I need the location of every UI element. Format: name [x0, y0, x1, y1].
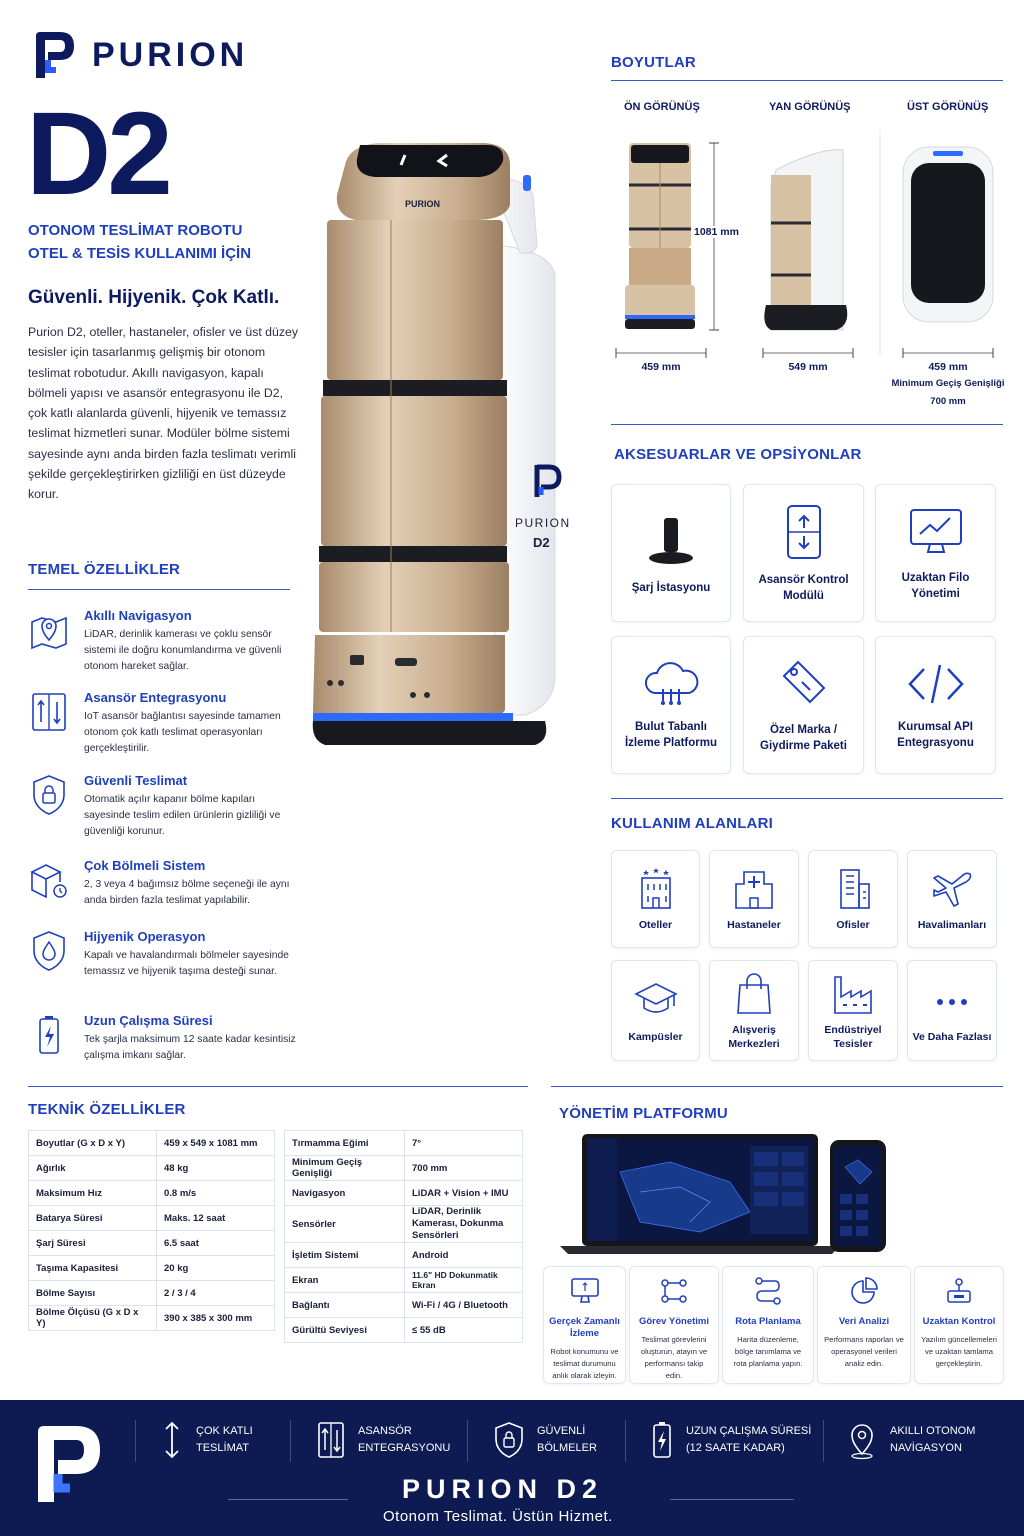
shield-lock-icon	[493, 1420, 525, 1460]
platform-card-text: Teslimat görevlerini oluşturun, atayın ve performansı takip edin.	[640, 1335, 708, 1380]
footer-item	[846, 1420, 990, 1460]
table-row	[285, 1156, 523, 1181]
hotel-icon	[632, 866, 680, 910]
brand-logo	[32, 30, 248, 80]
platform-card-title: Görev Yönetimi	[638, 1316, 710, 1327]
usage-label: Alışveriş Merkezleri	[728, 1023, 780, 1050]
feature-title: Güvenli Teslimat	[84, 773, 188, 788]
accessory-label: Asansör Kontrol Modülü	[758, 574, 849, 602]
feature-item	[28, 690, 303, 757]
pie-chart-icon	[849, 1277, 879, 1305]
platform-card	[914, 1266, 1004, 1384]
footer-divider	[823, 1420, 824, 1462]
robot-top-brand: PURION	[405, 199, 441, 209]
spec-key: Ağırlık	[29, 1156, 157, 1181]
table-row	[29, 1256, 275, 1281]
footer-divider	[467, 1420, 468, 1462]
table-row	[29, 1156, 275, 1181]
accessory-label: Özel Marka / Giydirme Paketi	[760, 724, 847, 752]
factory-icon	[829, 971, 877, 1015]
usage-label: Oteller	[638, 919, 673, 931]
map-pin-icon	[846, 1420, 878, 1460]
usage-card	[709, 850, 799, 948]
table-row	[285, 1243, 523, 1268]
usage-label: Ofisler	[836, 919, 870, 931]
spec-value: LiDAR + Vision + IMU	[405, 1181, 523, 1206]
view-label-front: ÖN GÖRÜNÜŞ	[624, 101, 700, 113]
table-row	[285, 1206, 523, 1243]
remote-control-icon	[944, 1277, 974, 1305]
spec-key: Gürültü Seviyesi	[285, 1318, 405, 1343]
feature-item	[28, 773, 303, 840]
accessory-card	[743, 636, 864, 774]
accessory-card	[875, 484, 996, 622]
accessory-label: Uzaktan Filo Yönetimi	[901, 572, 970, 600]
usage-card	[907, 850, 997, 948]
feature-item	[28, 858, 303, 909]
purion-logo-icon	[32, 30, 78, 80]
tag-icon	[776, 656, 832, 712]
spec-key: Ekran	[285, 1268, 405, 1293]
spec-key: Bölme Sayısı	[29, 1281, 157, 1306]
robot-side-brand: PURION	[515, 516, 571, 530]
usage-card	[808, 850, 898, 948]
platform-card-text: Performans raporları ve operasyonel verileri analiz edin.	[824, 1335, 904, 1368]
dimensions-rule	[611, 80, 1003, 81]
features-rule	[28, 589, 290, 590]
footer-divider	[625, 1420, 626, 1462]
hospital-icon	[730, 866, 778, 910]
table-row	[285, 1181, 523, 1206]
usage-card	[709, 960, 799, 1061]
dimensions-title: BOYUTLAR	[611, 54, 696, 71]
spec-key: Sensörler	[285, 1206, 405, 1243]
usage-label: Endüstriyel Tesisler	[824, 1023, 882, 1050]
accessory-label: Bulut Tabanlı İzleme Platformu	[624, 721, 718, 749]
spec-key: Taşıma Kapasitesi	[29, 1256, 157, 1281]
footer-logo-icon	[32, 1422, 106, 1504]
platform-card	[722, 1266, 814, 1384]
accessories-rule	[611, 798, 1003, 799]
footer-item	[650, 1420, 816, 1460]
footer-item	[316, 1420, 454, 1460]
charging-dock-icon	[641, 510, 701, 570]
platform-card-title: Gerçek Zamanlı İzleme	[549, 1316, 620, 1339]
specs-title: TEKNİK ÖZELLİKLER	[28, 1101, 186, 1118]
table-row	[29, 1231, 275, 1256]
front-width-value: 459 mm	[641, 361, 681, 373]
subtitle-line-2: OTEL & TESİS KULLANIMI İÇİN	[28, 245, 252, 262]
spec-value: 20 kg	[157, 1256, 275, 1281]
spec-value: Android	[405, 1243, 523, 1268]
spec-key: Şarj Süresi	[29, 1231, 157, 1256]
feature-title: Asansör Entegrasyonu	[84, 690, 227, 705]
spec-value: 48 kg	[157, 1156, 275, 1181]
graduation-cap-icon	[632, 978, 680, 1022]
features-title: TEMEL ÖZELLİKLER	[28, 561, 181, 578]
feature-text: LiDAR, derinlik kamerası ve çoklu sensör sistemi ile doğru konumlandırma ve güvenli otonom hareket sağlar.	[84, 629, 282, 672]
office-icon	[829, 866, 877, 910]
specs-table-left	[28, 1130, 275, 1331]
box-icon	[28, 858, 70, 902]
view-label-top: ÜST GÖRÜNÜŞ	[907, 101, 989, 113]
feature-title: Çok Bölmeli Sistem	[84, 858, 206, 873]
spec-value: 7°	[405, 1131, 523, 1156]
battery-icon	[650, 1420, 674, 1460]
spec-key: Minimum Geçiş Genişliği	[285, 1156, 405, 1181]
feature-item	[28, 608, 303, 675]
tagline: Güvenli. Hijyenik. Çok Katlı.	[28, 287, 280, 308]
platform-card-title: Uzaktan Kontrol	[922, 1316, 996, 1327]
spec-value: 6.5 saat	[157, 1231, 275, 1256]
feature-text: 2, 3 veya 4 bağımsız bölme seçeneği ile aynı anda birden fazla teslimat yapılabilir.	[84, 879, 290, 906]
table-row	[285, 1293, 523, 1318]
accessory-card	[611, 484, 731, 622]
accessory-card	[611, 636, 731, 774]
spec-key: Bağlantı	[285, 1293, 405, 1318]
spec-value: 2 / 3 / 4	[157, 1281, 275, 1306]
spec-value: 0.8 m/s	[157, 1181, 275, 1206]
monitor-chart-icon	[906, 504, 966, 560]
table-row	[29, 1306, 275, 1331]
code-icon	[906, 659, 966, 709]
view-label-side: YAN GÖRÜNÜŞ	[769, 101, 851, 113]
spec-key: İşletim Sistemi	[285, 1243, 405, 1268]
platform-top-rule	[551, 1086, 1003, 1087]
feature-item	[28, 1013, 303, 1064]
table-row	[285, 1318, 523, 1343]
table-row	[29, 1131, 275, 1156]
footer-item	[160, 1420, 266, 1460]
spec-value: 11.6" HD Dokunmatik Ekran	[405, 1268, 523, 1293]
table-row	[29, 1181, 275, 1206]
footer-line-right	[670, 1499, 794, 1500]
cloud-icon	[641, 659, 701, 709]
accessory-label: Şarj İstasyonu	[631, 582, 711, 594]
dimensions-bottom-rule	[611, 424, 1003, 425]
dimension-drawings	[611, 125, 1011, 365]
footer-slogan: Otonom Teslimat. Üstün Hizmet.	[383, 1508, 613, 1525]
shopping-bag-icon	[730, 971, 778, 1015]
side-depth-value: 549 mm	[788, 361, 828, 373]
footer-item-label: ASANSÖR ENTEGRASYONU	[358, 1425, 451, 1454]
feature-title: Hijyenik Operasyon	[84, 929, 206, 944]
platform-card-title: Veri Analizi	[838, 1316, 890, 1327]
platform-card-text: Harita düzenleme, bölge tanımlama ve rota planlama yapın.	[733, 1335, 803, 1368]
feature-text: Tek şarjla maksimum 12 saate kadar kesintisiz çalışma imkanı sağlar.	[84, 1034, 296, 1061]
more-icon	[928, 978, 976, 1022]
spec-key: Maksimum Hız	[29, 1181, 157, 1206]
battery-icon	[28, 1013, 70, 1057]
feature-item	[28, 929, 303, 980]
footer-item-label: GÜVENLİ BÖLMELER	[537, 1425, 597, 1454]
lock-shield-icon	[28, 773, 70, 817]
usage-label: Havalimanları	[917, 919, 987, 931]
footer-brand: PURION D2	[402, 1474, 604, 1504]
usage-label: Ve Daha Fazlası	[912, 1030, 992, 1043]
spec-value: LiDAR, Derinlik Kamerası, Dokunma Sensörleri	[405, 1206, 523, 1243]
min-pass-label: Minimum Geçiş Genişliği	[891, 378, 1005, 389]
platform-title: YÖNETİM PLATFORMU	[559, 1105, 728, 1122]
min-pass-value: 700 mm	[930, 396, 966, 407]
route-icon	[753, 1277, 783, 1305]
height-value: 1081 mm	[694, 226, 739, 238]
spec-key: Batarya Süresi	[29, 1206, 157, 1231]
usage-label: Hastaneler	[727, 919, 781, 931]
spec-value: 459 x 549 x 1081 mm	[157, 1131, 275, 1156]
platform-card-title: Rota Planlama	[735, 1316, 801, 1327]
spec-key: Bölme Ölçüsü (G x D x Y)	[29, 1306, 157, 1331]
intro-paragraph: Purion D2, oteller, hastaneler, ofisler ve üst düzey tesisler için tasarlanmış gelişmiş bir otonom teslimat robotudur. Akıllı navigasyon, kapalı bölmeli yapısı ve asansör entegrasyonu ile D2, çok katlı alanlarda güvenli, hijyenik ve temassız teslimat hizmetleri sunar. Modüler bölme sistemi sayesinde aynı anda birden fazla teslimatı verimli şekilde gerçekleştirirken gizliliği en üst düzeyde korur.	[28, 325, 298, 502]
table-row	[29, 1281, 275, 1306]
footer-item	[493, 1420, 603, 1460]
usage-card	[808, 960, 898, 1061]
footer-divider	[290, 1420, 291, 1462]
platform-card	[629, 1266, 719, 1384]
feature-title: Uzun Çalışma Süresi	[84, 1013, 213, 1028]
spec-key: Boyutlar (G x D x Y)	[29, 1131, 157, 1156]
platform-card-text: Yazılım güncellemeleri ve uzaktan tamlama gerçekleştirin.	[921, 1335, 997, 1368]
elevator-icon	[316, 1420, 346, 1460]
footer-divider	[135, 1420, 136, 1462]
platform-card	[817, 1266, 911, 1384]
table-row	[29, 1206, 275, 1231]
accessories-title: AKSESUARLAR VE OPSİYONLAR	[614, 446, 862, 463]
drop-shield-icon	[28, 929, 70, 973]
model-name: D2	[26, 88, 169, 220]
usage-card	[611, 960, 700, 1061]
spec-value: ≤ 55 dB	[405, 1318, 523, 1343]
task-icon	[659, 1277, 689, 1305]
usage-title: KULLANIM ALANLARI	[611, 815, 773, 832]
usage-label: Kampüsler	[628, 1030, 683, 1043]
elevator-module-icon	[782, 502, 826, 562]
robot-side-model: D2	[533, 535, 550, 550]
table-row	[285, 1268, 523, 1293]
feature-title: Akıllı Navigasyon	[84, 608, 192, 623]
brand-name: PURION	[92, 35, 249, 74]
footer-item-label: ÇOK KATLI TESLİMAT	[196, 1425, 253, 1454]
accessory-card	[875, 636, 996, 774]
feature-text: Otomatik açılır kapanır bölme kapıları sayesinde teslim edilen ürünlerin gizliliği ve güvenliği korunur.	[84, 794, 281, 837]
footer-item-label: UZUN ÇALIŞMA SÜRESİ (12 SAATE KADAR)	[686, 1425, 812, 1454]
monitor-icon	[570, 1277, 600, 1305]
map-pin-icon	[28, 608, 70, 652]
accessory-label: Kurumsal API Entegrasyonu	[897, 721, 974, 749]
feature-text: IoT asansör bağlantısı sayesinde tamamen otonom çok katlı teslimat operasyonları gerçekleştirilir.	[84, 711, 281, 754]
spec-key: Navigasyon	[285, 1181, 405, 1206]
spec-value: 700 mm	[405, 1156, 523, 1181]
footer-item-label: AKILLI OTONOM NAVİGASYON	[890, 1425, 976, 1454]
spec-value: Wi-Fi / 4G / Bluetooth	[405, 1293, 523, 1318]
table-row	[285, 1131, 523, 1156]
platform-devices-image	[560, 1132, 890, 1258]
robot-image	[305, 135, 585, 755]
elevator-icon	[28, 690, 70, 734]
vertical-arrows-icon	[160, 1420, 184, 1460]
feature-text: Kapalı ve havalandırmalı bölmeler sayesinde temassız ve hijyenik taşıma desteği sunar.	[84, 950, 289, 977]
usage-card	[907, 960, 997, 1061]
spec-key: Tırmamma Eğimi	[285, 1131, 405, 1156]
specs-table-right	[284, 1130, 523, 1343]
airplane-icon	[928, 866, 976, 910]
footer	[0, 1400, 1024, 1536]
specs-top-rule	[28, 1086, 528, 1087]
spec-value: 390 x 385 x 300 mm	[157, 1306, 275, 1331]
platform-card	[543, 1266, 626, 1384]
subtitle-line-1: OTONOM TESLİMAT ROBOTU	[28, 222, 243, 239]
top-width-value: 459 mm	[928, 361, 968, 373]
footer-line-left	[228, 1499, 348, 1500]
accessory-card	[743, 484, 864, 622]
usage-card	[611, 850, 700, 948]
platform-card-text: Robot konumunu ve teslimat durumunu anlık olarak izleyin.	[550, 1347, 619, 1380]
spec-value: Maks. 12 saat	[157, 1206, 275, 1231]
